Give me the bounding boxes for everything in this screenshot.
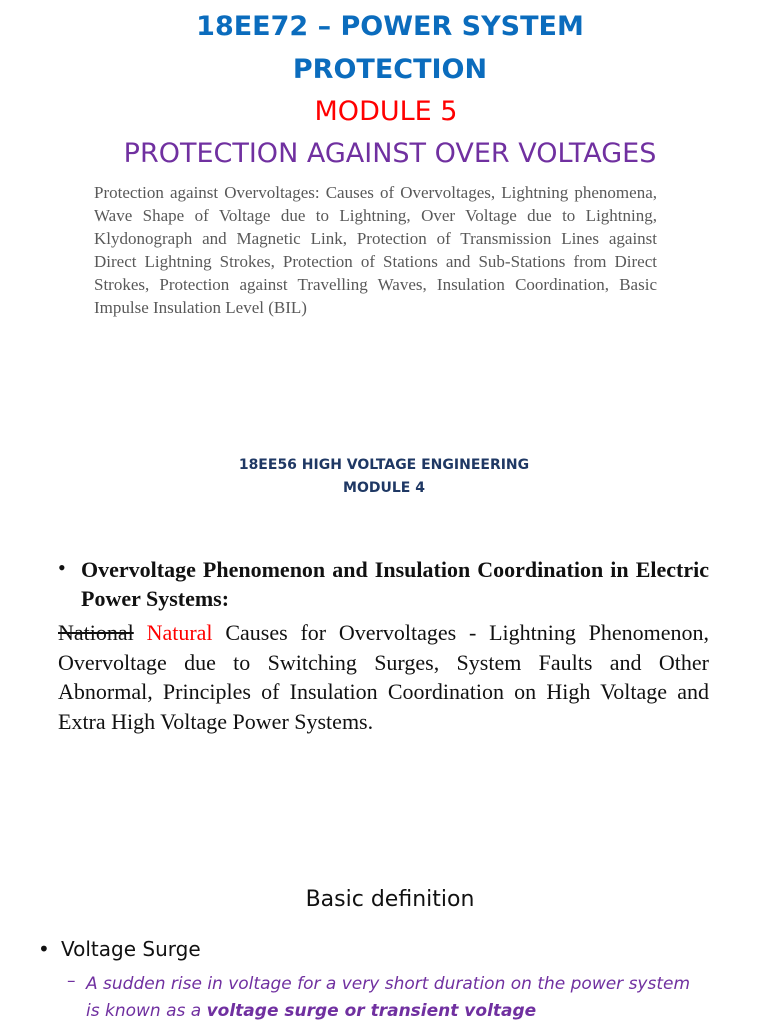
bullet-marker: • — [58, 555, 66, 580]
overvoltage-paragraph — [58, 618, 709, 736]
course-title-line2: PROTECTION — [292, 54, 488, 85]
overvoltage-heading: Overvoltage Phenomenon and Insulation Coordination in Electric Power Systems: — [81, 557, 709, 611]
definition-text — [86, 971, 756, 1025]
dash-marker: – — [67, 971, 76, 991]
definition-line2-prefix: is known as a — [86, 1001, 202, 1021]
overvoltage-body-text: Causes for Overvoltages - Lightning Phenomenon, Overvoltage due to Switching Surges, System Faults and Other Abnormal, Principles of Insulation Coordination on High Voltage and Extra High Voltage Power Systems. — [58, 620, 710, 734]
definition-heading: Basic definition — [305, 887, 475, 912]
hve-module-heading: MODULE 4 — [343, 480, 425, 496]
struck-word: National — [58, 620, 134, 645]
voltage-surge-term: Voltage Surge — [61, 937, 201, 961]
definition-line2 — [86, 998, 756, 1025]
correction-word: Natural — [146, 620, 213, 645]
module-heading: MODULE 5 — [314, 96, 458, 127]
definition-bold-term: voltage surge or transient voltage — [206, 1001, 537, 1021]
bullet-marker: • — [38, 937, 50, 961]
module-subtitle: PROTECTION AGAINST OVER VOLTAGES — [123, 138, 657, 169]
syllabus-paragraph: Protection against Overvoltages: Causes of Overvoltages, Lightning phenomena, Wave Shape of Voltage due to Lightning, Over Voltage due to Lightning, Klydonograph and Magnetic Link, Protection of Transmission Lines against Direct Lightning Strokes, Protection of Stations and Sub-Stations from Direct Strokes, Protection against Travelling Waves, Insulation Coordination, Basic Impulse Insulation Level (BIL) — [94, 183, 657, 317]
definition-line1: A sudden rise in voltage for a very short duration on the power system — [86, 974, 691, 994]
course-title-line1: 18EE72 – POWER SYSTEM — [196, 11, 584, 42]
hve-course-heading: 18EE56 HIGH VOLTAGE ENGINEERING — [238, 457, 530, 473]
